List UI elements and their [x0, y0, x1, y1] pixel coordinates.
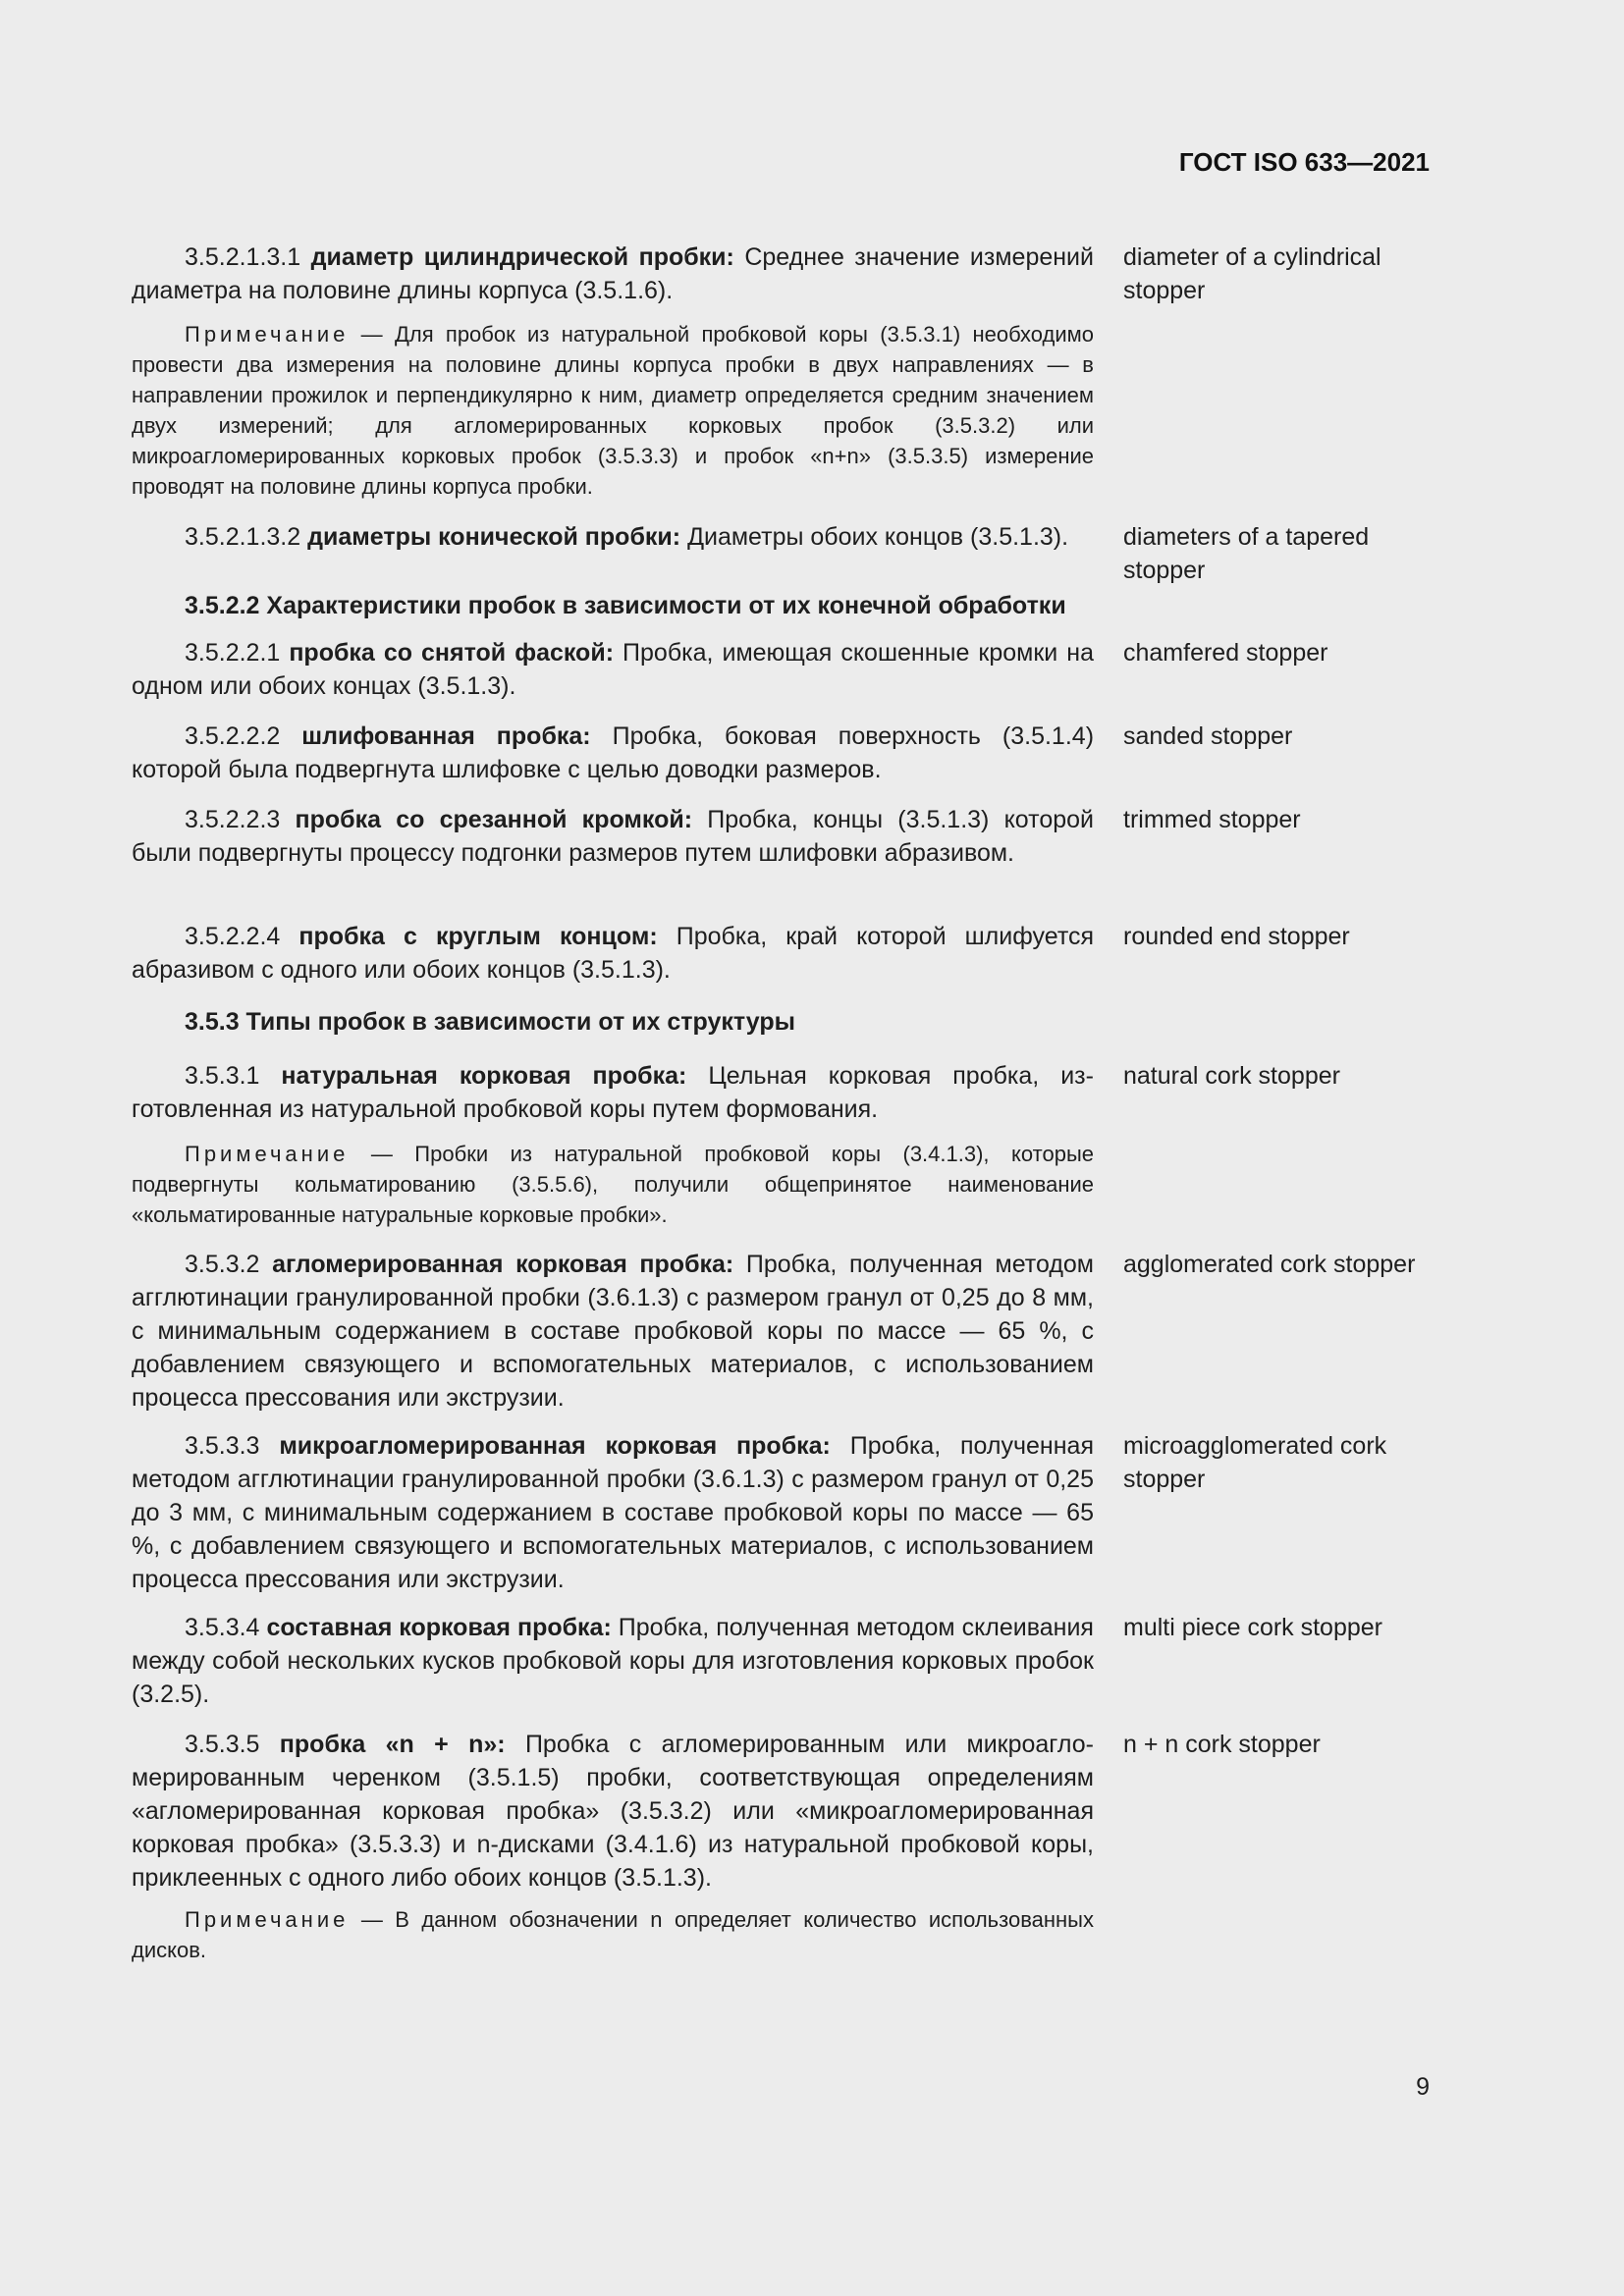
term-name: шлифованная пробка: — [301, 722, 591, 750]
term-entry — [132, 1248, 1430, 1415]
term-definition: Диаметры обоих концов (3.5.1.3). — [687, 523, 1069, 551]
term-number: 3.5.2.1.3.2 — [185, 523, 301, 551]
note-text: — Для пробок из натуральной пробковой коры (3.5.3.1) необходимо провести два измерения на половине длины корпуса пробки в двух направлениях — в направлении прожилок и перпендикулярно к ним, диаметр определяется средним значением двух измерений; для агломерированных корковых пробок (3.5.3.2) или микроагломерированных корковых пробок (3.5.3.3) и пробок «n+n» (3.5.3.5) измерение проводят на половине длины корпуса пробки. — [132, 322, 1094, 499]
term-definition: Пробка, имеющая скошенные кромки на одном или обоих концах (3.5.1.3). — [132, 639, 1094, 700]
term-definition: Цельная корковая пробка, изготовленная из натуральной пробковой коры путем формования. — [132, 1062, 1094, 1123]
term-english: microagglomerated cork stopper — [1123, 1432, 1387, 1493]
term-english: rounded end stopper — [1123, 923, 1350, 950]
document-id: ГОСТ ISO 633—2021 — [1178, 147, 1430, 177]
term-english: sanded stopper — [1123, 722, 1293, 750]
term-entry — [132, 1059, 1430, 1126]
note-label: Примечание — [185, 1142, 350, 1166]
term-definition: Пробка с агломерированным или микроагломерированным черенком (3.5.1.5) пробки, соответствующая определениям «агломерированная корковая пробка» (3.5.3.2) или «микроагломерированная корковая пробка» (3.5.3.3) и n-дисками (3.4.1.6) из натуральной пробковой коры, приклеенных с одного либо обоих концов (3.5.1.3). — [132, 1731, 1094, 1892]
note-text: — В данном обозначении n определяет количество использованных дисков. — [132, 1907, 1094, 1962]
term-english: diameter of a cylindrical stopper — [1123, 243, 1381, 304]
term-english: chamfered stopper — [1123, 639, 1328, 667]
section-heading: 3.5.3 Типы пробок в зависимости от их структуры — [185, 1008, 795, 1036]
term-definition: Пробка, боковая поверхность (3.5.1.4) которой была подвергнута шлифовке с целью доводки размеров. — [132, 722, 1095, 783]
term-name: агломерированная корковая пробка: — [272, 1251, 734, 1278]
section-heading: 3.5.2.2 Характеристики пробок в зависимости от их конечной обработки — [185, 592, 1066, 619]
note — [132, 1904, 1094, 1965]
term-english: natural cork stopper — [1123, 1062, 1340, 1090]
term-entry — [132, 636, 1430, 703]
term-name: натуральная корковая пробка: — [281, 1062, 687, 1090]
term-entry — [132, 920, 1430, 987]
term-number: 3.5.2.2.2 — [185, 722, 281, 750]
term-number: 3.5.3.2 — [185, 1251, 260, 1278]
term-english: diameters of a tapered stopper — [1123, 523, 1370, 584]
term-number: 3.5.2.2.3 — [185, 806, 281, 833]
term-number: 3.5.2.2.4 — [185, 923, 281, 950]
term-english: multi piece cork stopper — [1123, 1614, 1383, 1641]
term-definition: Пробка, полученная методом агглютинации гранулированной пробки (3.6.1.3) с размером гранул от 0,25 до 8 мм, с минимальным содержанием в составе пробковой коры по массе — 65 %, с добавлением связующего и вспомогательных материалов, с использованием процесса прессования или экструзии. — [132, 1251, 1094, 1412]
term-entry — [132, 720, 1430, 786]
note — [132, 1139, 1094, 1230]
term-entry — [132, 520, 1430, 587]
term-name: составная корковая пробка: — [266, 1614, 612, 1641]
term-name: пробка со срезанной кромкой: — [295, 806, 693, 833]
term-name: пробка со снятой фаской: — [289, 639, 615, 667]
term-definition: Пробка, полученная методом агглютинации гранулированной пробки (3.6.1.3) с размером гранул от 0,25 до 3 мм, с минимальным содержанием в составе пробковой коры по массе — 65 %, с добавлением связующего и вспомогательных материалов, с использованием процесса прессования или экструзии. — [132, 1432, 1094, 1593]
note — [132, 319, 1094, 502]
term-number: 3.5.2.2.1 — [185, 639, 281, 667]
term-english: agglomerated cork stopper — [1123, 1251, 1416, 1278]
page-number: 9 — [1416, 2073, 1430, 2101]
term-name: пробка «n + n»: — [279, 1731, 506, 1758]
term-name: диаметры конической пробки: — [307, 523, 681, 551]
term-entry — [132, 803, 1430, 870]
term-definition: Пробка, концы (3.5.1.3) которой были подвергнуты процессу подгонки размеров путем шлифовки абразивом. — [132, 806, 1094, 867]
term-entry — [132, 240, 1430, 307]
term-definition: Пробка, край которой шлифуется абразивом с одного или обоих концов (3.5.1.3). — [132, 923, 1095, 984]
term-english: trimmed stopper — [1123, 806, 1301, 833]
term-number: 3.5.3.1 — [185, 1062, 260, 1090]
note-text: — Пробки из натуральной пробковой коры (3.4.1.3), которые подвергнуты кольматированию (3.5.5.6), получили общепринятое наименование «кольматированные натуральные корковые пробки». — [132, 1142, 1094, 1227]
term-number: 3.5.3.3 — [185, 1432, 260, 1460]
note-label: Примечание — [185, 322, 350, 347]
term-name: пробка с круглым концом: — [298, 923, 658, 950]
term-entry — [132, 1728, 1430, 1895]
term-definition: Пробка, полученная методом склеивания между собой нескольких кусков пробковой коры для изготовления корковых пробок (3.2.5). — [132, 1614, 1094, 1708]
term-number: 3.5.3.4 — [185, 1614, 260, 1641]
term-definition: Среднее значение измерений диаметра на половине длины корпуса (3.5.1.6). — [132, 243, 1094, 304]
term-name: микроагломерированная корковая пробка: — [279, 1432, 831, 1460]
term-name: диаметр цилиндрической пробки: — [310, 243, 734, 271]
term-number: 3.5.2.1.3.1 — [185, 243, 301, 271]
term-entry — [132, 1429, 1430, 1596]
note-label: Примечание — [185, 1907, 350, 1932]
term-entry — [132, 1611, 1430, 1711]
term-english: n + n cork stopper — [1123, 1731, 1321, 1758]
term-number: 3.5.3.5 — [185, 1731, 260, 1758]
